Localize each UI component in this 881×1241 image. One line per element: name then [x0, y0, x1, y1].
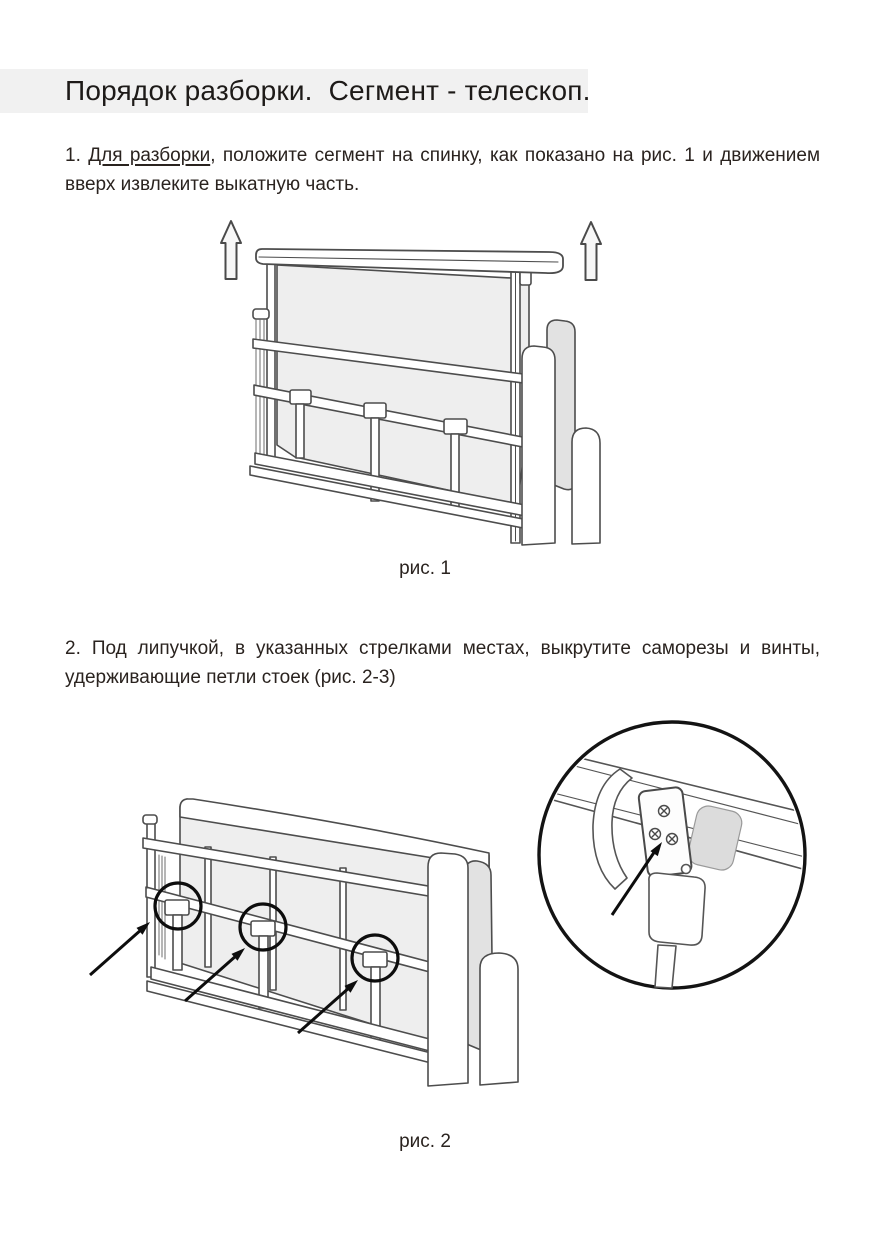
up-arrow-icon-right: [581, 222, 601, 280]
figure-1-drawing: [195, 213, 630, 558]
step-1-underlined-phrase: Для разборки: [88, 145, 211, 166]
step-1-number: 1.: [65, 145, 81, 166]
pointer-arrow-icon-1: [90, 922, 150, 975]
armrest-foot: [480, 953, 518, 1085]
armrest-foot: [572, 428, 600, 544]
up-arrow-icon-left: [221, 221, 241, 279]
detail-leg-post: [655, 945, 676, 988]
slat-cap: [253, 309, 269, 319]
hinge-pin: [682, 865, 691, 874]
step-2-body: Под липучкой, в указанных стрелками местах, выкрутите саморезы и винты, удерживающие петли стоек (рис. 2-3): [65, 638, 820, 688]
step-1-body: , положите сегмент на спинку, как показано на рис. 1 и движением вверх извлеките выкатную часть.: [65, 145, 821, 195]
page-title: Порядок разборки. Сегмент - телескоп.: [65, 75, 591, 106]
figure-2-caption: рис. 2: [399, 1131, 451, 1152]
armrest-front: [428, 853, 468, 1086]
figure-1-caption: рис. 1: [399, 558, 451, 579]
figure-2-drawing: [75, 705, 815, 1100]
slat-cap: [143, 815, 157, 824]
zoom-detail-circle: [535, 722, 810, 988]
step-1-text: [65, 141, 820, 199]
step-2-number: 2.: [65, 638, 81, 659]
left-stile: [267, 261, 275, 466]
step-2-text: [65, 634, 820, 692]
detail-leg-top: [649, 873, 705, 945]
armrest-front: [522, 346, 555, 545]
page-title-bar: [0, 69, 591, 113]
